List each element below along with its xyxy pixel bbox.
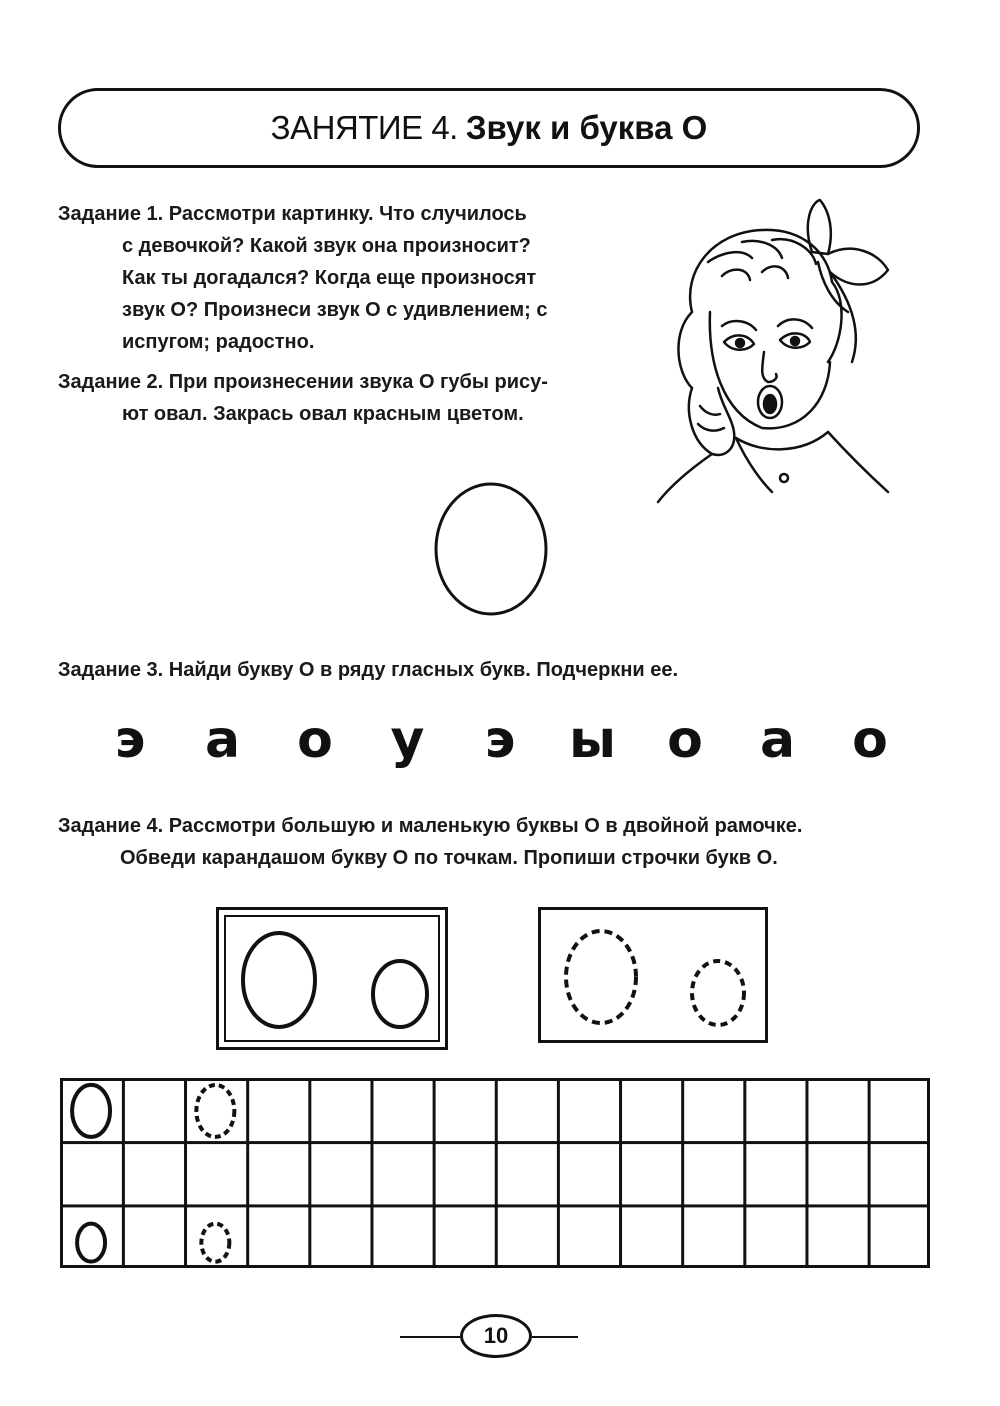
grid-cell[interactable] xyxy=(434,1206,496,1268)
task-1-line: звук О? Произнеси звук О с удивлением; с xyxy=(122,299,548,321)
task-4 xyxy=(58,810,958,874)
grid-cell[interactable] xyxy=(124,1143,186,1206)
task-3-label: Задание 3. xyxy=(58,659,164,681)
grid-cell[interactable] xyxy=(807,1143,869,1206)
vowel-letter[interactable]: а xyxy=(204,710,241,770)
vowel-letter[interactable]: у xyxy=(390,710,425,770)
footer-line-left xyxy=(400,1336,460,1338)
vowel-letter[interactable]: э xyxy=(114,710,146,770)
double-frame-letters xyxy=(216,907,448,1050)
lesson-title-banner xyxy=(58,88,920,168)
grid-cell[interactable] xyxy=(434,1080,496,1143)
task-4-first-line xyxy=(58,810,958,842)
grid-cell[interactable] xyxy=(62,1143,124,1206)
writing-practice-grid[interactable] xyxy=(60,1078,930,1268)
task-1-label: Задание 1. xyxy=(58,203,164,225)
grid-cell[interactable] xyxy=(621,1080,683,1143)
task-4-label: Задание 4. xyxy=(58,815,164,837)
task-4-text: Рассмотри большую и маленькую буквы О в двойной рамочке. xyxy=(168,815,803,837)
task-1-first-line xyxy=(58,198,628,230)
task-1-text: Рассмотри картинку. Что случилось xyxy=(168,203,527,225)
grid-cell[interactable] xyxy=(621,1206,683,1268)
task-1 xyxy=(58,198,628,358)
small-letter-o xyxy=(373,961,427,1027)
grid-cell[interactable] xyxy=(869,1206,930,1268)
sample-small-letter-o xyxy=(77,1224,105,1262)
page-number: 10 xyxy=(460,1314,532,1358)
task-2-text: При произнесении звука О губы рису- xyxy=(168,371,548,393)
task-2-label: Задание 2. xyxy=(58,371,164,393)
solid-letter-o-pair xyxy=(216,907,448,1050)
vowel-letter[interactable]: о xyxy=(297,710,333,770)
lesson-number: ЗАНЯТИЕ 4. xyxy=(270,109,458,146)
vowel-letter[interactable]: э xyxy=(484,710,516,770)
lesson-topic: Звук и буква О xyxy=(465,109,708,146)
grid-cell[interactable] xyxy=(372,1080,434,1143)
sample-capital-letter-o xyxy=(72,1085,110,1137)
oval-to-color[interactable] xyxy=(432,480,550,618)
surprised-girl-illustration xyxy=(652,192,892,504)
vowel-letter[interactable]: ы xyxy=(568,710,617,770)
grid-cell[interactable] xyxy=(310,1080,372,1143)
grid-cell[interactable] xyxy=(807,1080,869,1143)
grid-cell[interactable] xyxy=(807,1206,869,1268)
task-3 xyxy=(58,654,918,686)
task-2-line: ют овал. Закрась овал красным цветом. xyxy=(122,403,524,425)
capital-letter-o xyxy=(243,933,315,1027)
grid-cell[interactable] xyxy=(745,1080,807,1143)
task-1-line: Как ты догадался? Когда еще произносят xyxy=(122,267,537,289)
dotted-small-letter-o xyxy=(692,961,744,1025)
grid-cell[interactable] xyxy=(745,1143,807,1206)
grid-cell[interactable] xyxy=(683,1080,745,1143)
grid-cell[interactable] xyxy=(683,1206,745,1268)
grid-cell[interactable] xyxy=(248,1143,310,1206)
grid-cell[interactable] xyxy=(559,1143,621,1206)
grid-cell[interactable] xyxy=(248,1206,310,1268)
grid-cell[interactable] xyxy=(310,1206,372,1268)
task-1-line: с девочкой? Какой звук она произносит? xyxy=(122,235,531,257)
grid-cell[interactable] xyxy=(372,1143,434,1206)
dotted-letter-o-pair[interactable] xyxy=(538,907,768,1043)
task-2 xyxy=(58,366,628,430)
grid-cell[interactable] xyxy=(186,1206,248,1268)
grid-cell[interactable] xyxy=(186,1143,248,1206)
footer-line-right xyxy=(532,1336,578,1338)
grid-cell[interactable] xyxy=(372,1206,434,1268)
grid-cell[interactable] xyxy=(497,1080,559,1143)
grid-cell[interactable] xyxy=(559,1206,621,1268)
task-2-first-line xyxy=(58,366,628,398)
dotted-capital-letter-o xyxy=(566,931,636,1023)
grid-cell[interactable] xyxy=(497,1143,559,1206)
grid-cell[interactable] xyxy=(497,1206,559,1268)
grid-cell[interactable] xyxy=(310,1143,372,1206)
grid-cell[interactable] xyxy=(869,1143,930,1206)
dotted-small-letter-o[interactable] xyxy=(201,1224,229,1262)
vowel-letter[interactable]: о xyxy=(852,710,888,770)
grid-cell[interactable] xyxy=(434,1143,496,1206)
grid-cell[interactable] xyxy=(124,1080,186,1143)
task-1-line: испугом; радостно. xyxy=(122,331,315,353)
grid-cell[interactable] xyxy=(683,1143,745,1206)
grid-cell[interactable] xyxy=(745,1206,807,1268)
grid-cell[interactable] xyxy=(62,1206,124,1268)
vowel-row xyxy=(100,700,900,780)
grid-cell[interactable] xyxy=(869,1080,930,1143)
task-3-text: Найди букву О в ряду гласных букв. Подчеркни ее. xyxy=(168,659,679,681)
grid-cell[interactable] xyxy=(559,1080,621,1143)
grid-cell[interactable] xyxy=(124,1206,186,1268)
task-4-line: Обведи карандашом букву О по точкам. Пропиши строчки букв О. xyxy=(120,847,778,869)
grid-cell[interactable] xyxy=(621,1143,683,1206)
vowel-letter[interactable]: а xyxy=(759,710,796,770)
vowel-letter[interactable]: о xyxy=(667,710,703,770)
grid-cell[interactable] xyxy=(248,1080,310,1143)
dotted-frame-letters xyxy=(538,907,768,1043)
page-number-footer xyxy=(400,1312,580,1360)
dotted-capital-letter-o[interactable] xyxy=(196,1085,234,1137)
